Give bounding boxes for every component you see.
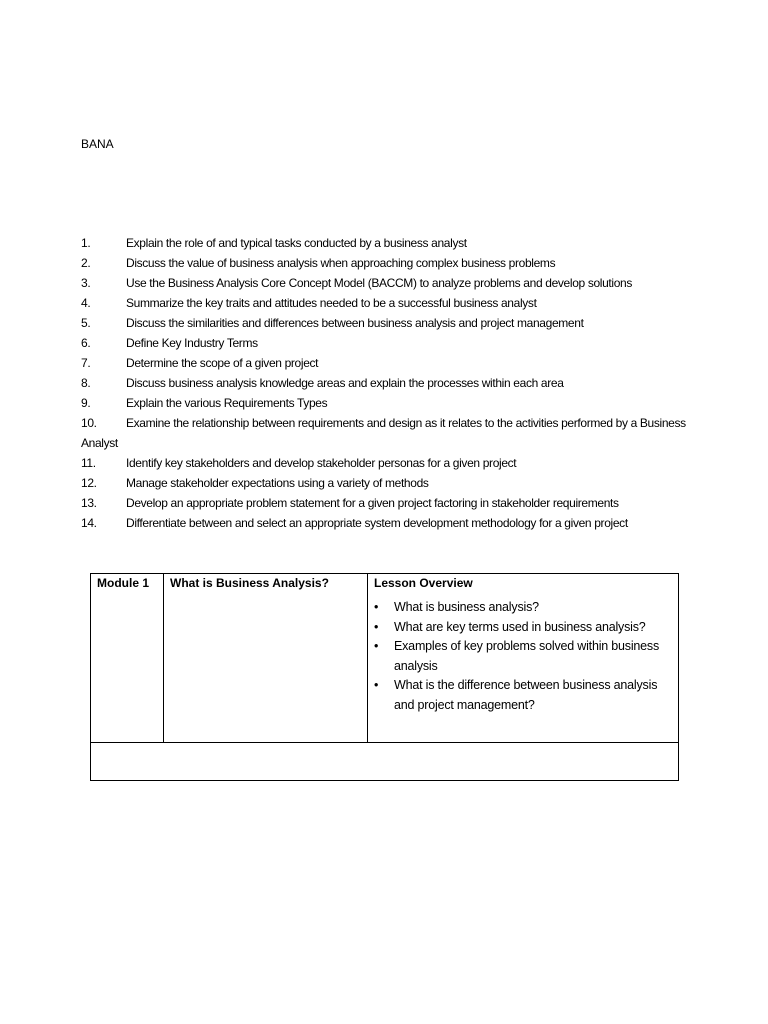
overview-item <box>374 598 673 618</box>
objective-number: 4. <box>81 296 91 310</box>
objective-number: 14. <box>81 516 97 530</box>
objective-item <box>81 253 693 273</box>
objective-number: 3. <box>81 276 91 290</box>
objective-item <box>81 473 693 493</box>
objective-number: 11. <box>81 456 96 470</box>
objective-item <box>81 333 693 353</box>
objective-item <box>81 393 693 413</box>
objective-text: Differentiate between and select an appropriate system development methodology for a given project <box>126 516 628 530</box>
objective-text: Identify key stakeholders and develop stakeholder personas for a given project <box>126 456 517 470</box>
overview-item-text: What is business analysis? <box>394 600 539 614</box>
objective-number: 10. <box>81 416 97 430</box>
objective-item <box>81 293 693 313</box>
objective-text: Use the Business Analysis Core Concept Model (BACCM) to analyze problems and develop solutions <box>126 276 633 290</box>
objective-text: Examine the relationship between requirements and design as it relates to the activities performed by a Business Analyst <box>81 416 686 450</box>
objective-item <box>81 313 693 333</box>
objective-item <box>81 413 693 453</box>
objective-number: 12. <box>81 476 97 490</box>
overview-item-text: What are key terms used in business analysis? <box>394 619 646 634</box>
objective-item <box>81 373 693 393</box>
objective-item <box>81 513 693 533</box>
objectives-list <box>81 233 693 533</box>
objective-number: 13. <box>81 496 97 510</box>
objective-text: Develop an appropriate problem statement for a given project factoring in stakeholder requirements <box>126 496 619 510</box>
bullet-icon: • <box>374 619 379 634</box>
objective-number: 9. <box>81 396 91 410</box>
document-heading: BANA <box>81 137 114 151</box>
objective-number: 5. <box>81 316 91 330</box>
empty-cell <box>91 742 679 780</box>
objective-text: Summarize the key traits and attitudes needed to be a successful business analyst <box>126 296 537 310</box>
objective-number: 2. <box>81 256 91 270</box>
overview-item <box>374 676 673 715</box>
objective-number: 6. <box>81 336 91 350</box>
overview-item-text: What is the difference between business analysis and project management? <box>394 678 658 712</box>
overview-item-text: Examples of key problems solved within business analysis <box>394 639 660 673</box>
module-number-cell <box>91 574 164 743</box>
objective-number: 1. <box>81 236 91 250</box>
objective-number: 7. <box>81 356 91 370</box>
module-table <box>90 573 679 781</box>
bullet-icon: • <box>374 600 379 614</box>
overview-item <box>374 618 673 638</box>
objective-item <box>81 273 693 293</box>
objective-text: Discuss the similarities and differences between business analysis and project management <box>126 316 584 330</box>
module-number: Module 1 <box>97 576 150 590</box>
bullet-icon: • <box>374 678 379 692</box>
module-row <box>91 574 679 743</box>
lesson-overview-title: Lesson Overview <box>374 576 473 590</box>
objective-item <box>81 453 693 473</box>
lesson-overview-list <box>374 598 673 715</box>
objective-text: Manage stakeholder expectations using a variety of methods <box>126 476 429 490</box>
bullet-icon: • <box>374 639 379 653</box>
overview-item <box>374 637 673 676</box>
objective-text: Explain the various Requirements Types <box>126 396 328 410</box>
objective-item <box>81 353 693 373</box>
empty-row <box>91 742 679 780</box>
objective-text: Discuss the value of business analysis when approaching complex business problems <box>126 256 556 270</box>
objective-text: Discuss business analysis knowledge areas and explain the processes within each area <box>126 376 564 390</box>
lesson-overview-cell <box>368 574 679 743</box>
objective-text: Define Key Industry Terms <box>126 336 258 350</box>
objective-item <box>81 233 693 253</box>
objective-text: Explain the role of and typical tasks conducted by a business analyst <box>126 236 467 250</box>
module-title: What is Business Analysis? <box>170 576 329 590</box>
objective-text: Determine the scope of a given project <box>126 356 319 370</box>
objective-item <box>81 493 693 513</box>
module-title-cell <box>164 574 368 743</box>
objective-number: 8. <box>81 376 91 390</box>
